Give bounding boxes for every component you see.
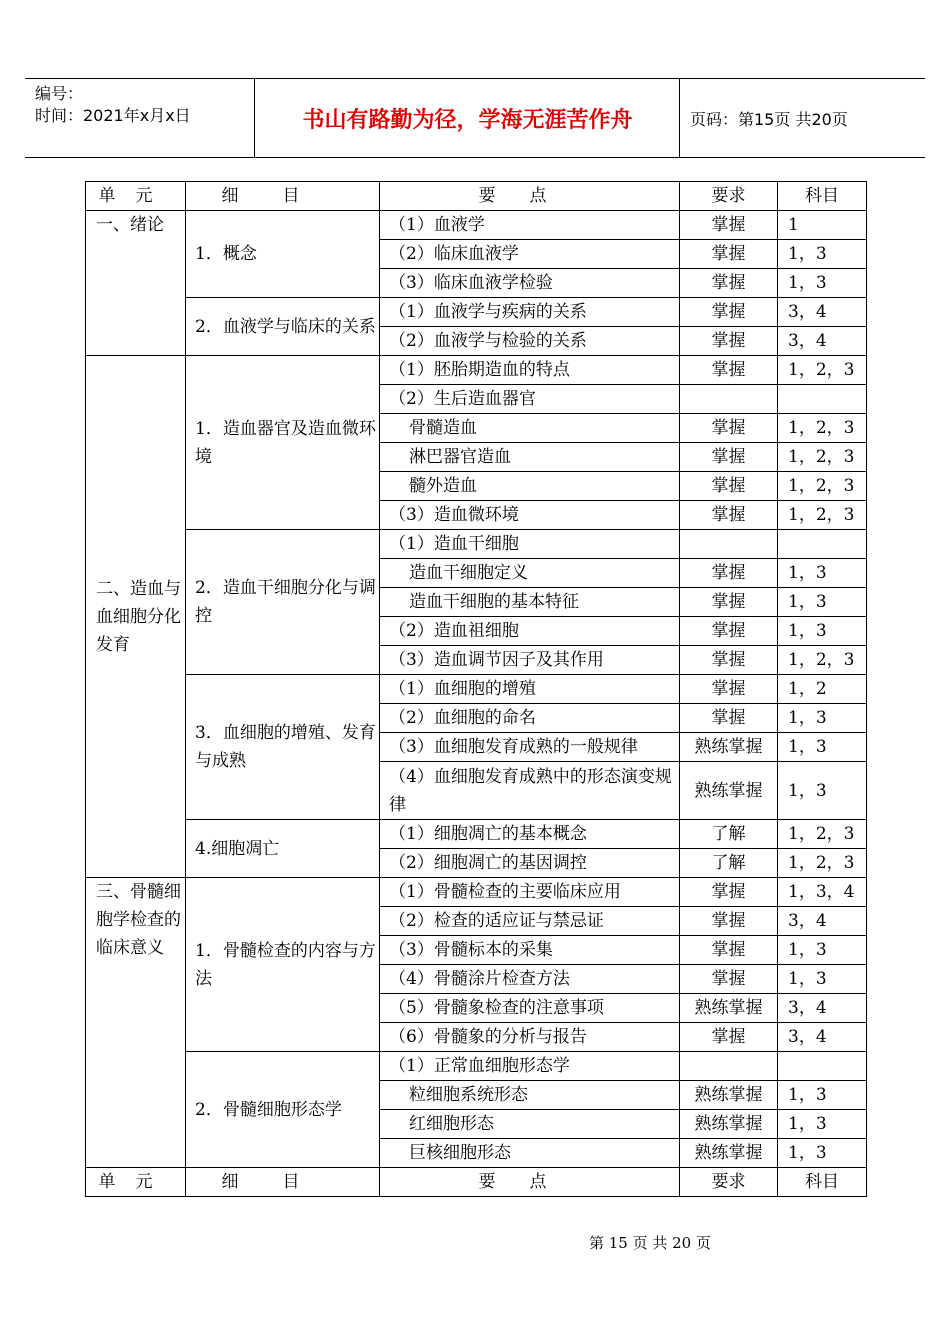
requirement-cell: 熟练掌握 <box>680 1139 778 1168</box>
column-header-detail: 细目 <box>186 182 380 211</box>
requirement-cell: 熟练掌握 <box>680 1081 778 1110</box>
point-cell: （2）血细胞的命名 <box>380 704 680 733</box>
unit-cell: 一、绪论 <box>86 211 186 356</box>
detail-cell: 2．造血干细胞分化与调控 <box>186 530 380 675</box>
unit-cell: 三、骨髓细胞学检查的临床意义 <box>86 878 186 1168</box>
header-left <box>35 83 191 127</box>
subject-cell: 1，2 <box>778 675 867 704</box>
document-time-label: 时间：2021年x月x日 <box>35 106 191 125</box>
requirement-cell: 掌握 <box>680 356 778 385</box>
table-row <box>86 878 867 907</box>
syllabus-table <box>85 181 867 1197</box>
point-cell: （1）正常血细胞形态学 <box>380 1052 680 1081</box>
requirement-cell: 掌握 <box>680 1023 778 1052</box>
requirement-cell <box>680 530 778 559</box>
subject-cell: 1，2，3 <box>778 356 867 385</box>
column-header-detail: 细目 <box>186 1168 380 1197</box>
table-row <box>86 298 867 327</box>
requirement-cell <box>680 1052 778 1081</box>
requirement-cell: 掌握 <box>680 269 778 298</box>
subject-cell: 1，2，3 <box>778 849 867 878</box>
subject-cell: 1，3 <box>778 704 867 733</box>
subject-cell: 1，3 <box>778 936 867 965</box>
requirement-cell: 掌握 <box>680 327 778 356</box>
point-cell: 骨髓造血 <box>380 414 680 443</box>
subject-cell: 1，2，3 <box>778 501 867 530</box>
table-row <box>86 211 867 240</box>
point-cell: （2）生后造血器官 <box>380 385 680 414</box>
subject-cell: 1，2，3 <box>778 414 867 443</box>
requirement-cell: 掌握 <box>680 965 778 994</box>
point-cell: 粒细胞系统形态 <box>380 1081 680 1110</box>
point-cell: 造血干细胞定义 <box>380 559 680 588</box>
subject-cell: 1，3 <box>778 762 867 820</box>
column-header-point: 要点 <box>380 1168 680 1197</box>
column-header-unit: 单元 <box>86 182 186 211</box>
requirement-cell: 熟练掌握 <box>680 994 778 1023</box>
requirement-cell: 掌握 <box>680 472 778 501</box>
requirement-cell: 掌握 <box>680 675 778 704</box>
requirement-cell: 掌握 <box>680 617 778 646</box>
subject-cell: 1，2，3 <box>778 472 867 501</box>
subject-cell <box>778 1052 867 1081</box>
point-cell: （1）胚胎期造血的特点 <box>380 356 680 385</box>
requirement-cell: 熟练掌握 <box>680 733 778 762</box>
column-header-requirement: 要求 <box>680 182 778 211</box>
point-cell: （3）造血调节因子及其作用 <box>380 646 680 675</box>
point-cell: （2）临床血液学 <box>380 240 680 269</box>
subject-cell: 1，3，4 <box>778 878 867 907</box>
subject-cell: 1，3 <box>778 269 867 298</box>
table-row <box>86 820 867 849</box>
detail-cell: 4.细胞凋亡 <box>186 820 380 878</box>
requirement-cell <box>680 385 778 414</box>
requirement-cell: 掌握 <box>680 704 778 733</box>
point-cell: （2）检查的适应证与禁忌证 <box>380 907 680 936</box>
detail-cell: 2．血液学与临床的关系 <box>186 298 380 356</box>
point-cell: （5）骨髓象检查的注意事项 <box>380 994 680 1023</box>
subject-cell: 1 <box>778 211 867 240</box>
requirement-cell: 掌握 <box>680 211 778 240</box>
subject-cell: 1，3 <box>778 1081 867 1110</box>
point-cell: （1）骨髓检查的主要临床应用 <box>380 878 680 907</box>
subject-cell <box>778 385 867 414</box>
requirement-cell: 熟练掌握 <box>680 1110 778 1139</box>
document-number-label: 编号： <box>35 84 84 103</box>
subject-cell: 3，4 <box>778 327 867 356</box>
detail-cell: 2．骨髓细胞形态学 <box>186 1052 380 1168</box>
requirement-cell: 了解 <box>680 849 778 878</box>
subject-cell <box>778 530 867 559</box>
subject-cell: 1，3 <box>778 1139 867 1168</box>
subject-cell: 1，2，3 <box>778 646 867 675</box>
subject-cell: 1，3 <box>778 733 867 762</box>
table-row <box>86 530 867 559</box>
unit-cell: 二、造血与血细胞分化发育 <box>86 356 186 878</box>
column-header-subject: 科目 <box>778 182 867 211</box>
point-cell: （3）骨髓标本的采集 <box>380 936 680 965</box>
point-cell: （6）骨髓象的分析与报告 <box>380 1023 680 1052</box>
requirement-cell: 掌握 <box>680 646 778 675</box>
column-header-subject: 科目 <box>778 1168 867 1197</box>
point-cell: （2）血液学与检验的关系 <box>380 327 680 356</box>
point-cell: （3）临床血液学检验 <box>380 269 680 298</box>
header-motto: 书山有路勤为径，学海无涯苦作舟 <box>302 108 633 133</box>
header-divider <box>679 79 680 157</box>
table-row <box>86 1052 867 1081</box>
requirement-cell: 掌握 <box>680 443 778 472</box>
point-cell: （3）血细胞发育成熟的一般规律 <box>380 733 680 762</box>
column-header-unit: 单元 <box>86 1168 186 1197</box>
point-cell: （1）血液学 <box>380 211 680 240</box>
point-cell: （1）血液学与疾病的关系 <box>380 298 680 327</box>
subject-cell: 3，4 <box>778 994 867 1023</box>
table-footer-header-row <box>86 1168 867 1197</box>
requirement-cell: 掌握 <box>680 878 778 907</box>
requirement-cell: 掌握 <box>680 298 778 327</box>
point-cell: 造血干细胞的基本特征 <box>380 588 680 617</box>
syllabus-table-body <box>86 182 867 1197</box>
requirement-cell: 掌握 <box>680 414 778 443</box>
requirement-cell: 掌握 <box>680 588 778 617</box>
subject-cell: 1，3 <box>778 617 867 646</box>
requirement-cell: 了解 <box>680 820 778 849</box>
point-cell: （1）血细胞的增殖 <box>380 675 680 704</box>
subject-cell: 3，4 <box>778 298 867 327</box>
requirement-cell: 掌握 <box>680 240 778 269</box>
page-header <box>25 78 925 158</box>
point-cell: （4）骨髓涂片检查方法 <box>380 965 680 994</box>
point-cell: 红细胞形态 <box>380 1110 680 1139</box>
table-row <box>86 675 867 704</box>
table-row <box>86 356 867 385</box>
requirement-cell: 掌握 <box>680 936 778 965</box>
point-cell: （1）造血干细胞 <box>380 530 680 559</box>
subject-cell: 1，3 <box>778 965 867 994</box>
point-cell: （2）造血祖细胞 <box>380 617 680 646</box>
point-cell: 巨核细胞形态 <box>380 1139 680 1168</box>
point-cell: （4）血细胞发育成熟中的形态演变规律 <box>380 762 680 820</box>
detail-cell: 3．血细胞的增殖、发育与成熟 <box>186 675 380 820</box>
page-footer: 第 15 页 共 20 页 <box>588 1234 711 1252</box>
subject-cell: 1，3 <box>778 588 867 617</box>
point-cell: 淋巴器官造血 <box>380 443 680 472</box>
subject-cell: 1，3 <box>778 240 867 269</box>
detail-cell: 1．概念 <box>186 211 380 298</box>
detail-cell: 1．骨髓检查的内容与方法 <box>186 878 380 1052</box>
subject-cell: 1，3 <box>778 1110 867 1139</box>
point-cell: 髓外造血 <box>380 472 680 501</box>
subject-cell: 1，2，3 <box>778 820 867 849</box>
subject-cell: 3，4 <box>778 907 867 936</box>
requirement-cell: 掌握 <box>680 501 778 530</box>
point-cell: （2）细胞凋亡的基因调控 <box>380 849 680 878</box>
table-header-row <box>86 182 867 211</box>
subject-cell: 3，4 <box>778 1023 867 1052</box>
column-header-point: 要点 <box>380 182 680 211</box>
point-cell: （1）细胞凋亡的基本概念 <box>380 820 680 849</box>
column-header-requirement: 要求 <box>680 1168 778 1197</box>
subject-cell: 1，3 <box>778 559 867 588</box>
requirement-cell: 熟练掌握 <box>680 762 778 820</box>
subject-cell: 1，2，3 <box>778 443 867 472</box>
requirement-cell: 掌握 <box>680 559 778 588</box>
header-page-info: 页码：第15页 共20页 <box>690 110 848 129</box>
requirement-cell: 掌握 <box>680 907 778 936</box>
point-cell: （3）造血微环境 <box>380 501 680 530</box>
detail-cell: 1．造血器官及造血微环境 <box>186 356 380 530</box>
